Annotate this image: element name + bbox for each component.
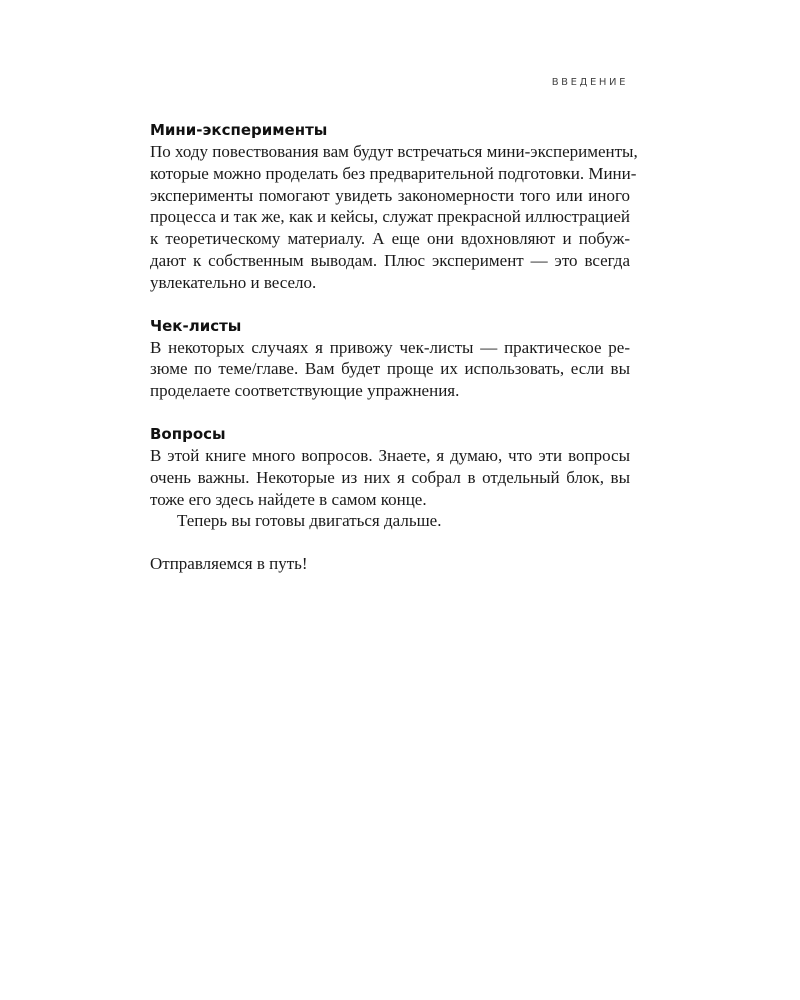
text-line: очень важны. Некоторые из них я собрал в отдельный блок, вы [150, 467, 630, 487]
section-checklists [150, 315, 630, 402]
text-line: дают к собственным выводам. Плюс эксперимент — это всегда [150, 250, 630, 270]
text-line: эксперименты помогают увидеть закономерности того или иного [150, 185, 630, 205]
section-questions [150, 423, 630, 532]
section-heading: Вопросы [150, 424, 226, 443]
text-line: к теоретическому материалу. А еще они вдохновляют и побуж- [150, 229, 630, 249]
text-line: В этой книге много вопросов. Знаете, я думаю, что эти вопросы [150, 445, 630, 465]
page-body [150, 119, 638, 575]
running-head: ВВЕДЕНИЕ [551, 77, 628, 88]
text-line: Теперь вы готовы двигаться дальше. [177, 511, 442, 531]
text-line: зюме по теме/главе. Вам будет проще их использовать, если вы [150, 359, 630, 379]
closing-line: Отправляемся в путь! [150, 554, 308, 574]
section-mini-experiments [150, 119, 638, 294]
section-paragraph [150, 337, 630, 402]
text-line: проделаете соответствующие упражнения. [150, 381, 460, 401]
text-line: тоже его здесь найдете в самом конце. [150, 489, 427, 509]
text-line: которые можно проделать без предварительной подготовки. Мини- [150, 163, 637, 183]
section-paragraph [150, 510, 630, 532]
text-line: процесса и так же, как и кейсы, служат прекрасной иллюстрацией [150, 207, 630, 227]
section-paragraph [150, 141, 638, 294]
section-heading: Мини-эксперименты [150, 121, 328, 139]
section-paragraph [150, 445, 630, 510]
text-line: По ходу повествования вам будут встречаться мини-эксперименты, [150, 142, 638, 161]
text-line: увлекательно и весело. [150, 272, 317, 292]
section-heading: Чек-листы [150, 316, 242, 335]
text-line: В некоторых случаях я привожу чек-листы — практическое ре- [150, 337, 630, 357]
